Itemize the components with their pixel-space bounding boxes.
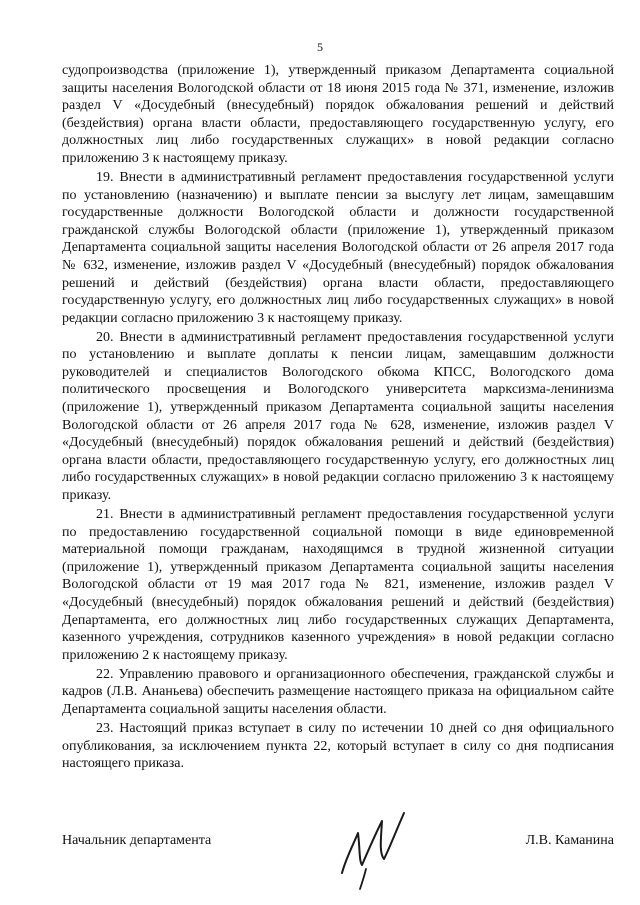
signer-name: Л.В. Каманина <box>525 833 614 848</box>
paragraph-item-21: 21. Внести в административный регламент предоставления государственной услуги по предоставлению государственной социальной помощи в виде единовременной материальной помощи гражданам, находящимся в трудной жизненной ситуации (приложение 1), утвержденный приказом Департамента социальной защиты населения Вологодской области от 19 мая 2017 года № 821, изменение, изложив раздел V «Досудебный (внесудебный) порядок обжалования решений и действий (бездействия) Департамента, его должностных лиц либо государственных служащих Департамента, казенного учреждения, сотрудников казенного учреждения» в новой редакции согласно приложению 2 к настоящему приказу. <box>62 507 614 663</box>
paragraph-item-19: 19. Внести в административный регламент предоставления государственной услуги по установлению (назначению) и выплате пенсии за выслугу лет лицам, замещавшим государственные должности Вологодской области и должности государственной гражданской службы Вологодской области (приложение 1), утвержденный приказом Департамента социальной защиты населения Вологодской области от 26 апреля 2017 года № 632, изменение, изложив раздел V «Досудебный (внесудебный) порядок обжалования решений и действий (бездействия) органа власти области, предоставляющего государственную услугу, его должностных лиц либо государственных служащих» в новой редакции согласно приложению 3 к настоящему приказу. <box>62 169 614 326</box>
paragraph-item-20: 20. Внести в административный регламент предоставления государственной услуги по установлению и выплате доплаты к пенсии лицам, замещавшим должности руководителей и специалистов Вологодского обкома КПСС, Вологодского дома политического просвещения и Вологодского университета марксизма-ленинизма (приложение 1), утвержденный приказом Департамента социальной защиты населения Вологодской области от 26 апреля 2017 года № 628, изменение, изложив раздел V «Досудебный (внесудебный) порядок обжалования решений и действий (бездействия) органа власти области, предоставляющего государственную услугу, его должностных лиц либо государственных служащих» в новой редакции согласно приложению 3 к настоящему приказу. <box>62 329 614 504</box>
paragraph-item-23: 23. Настоящий приказ вступает в силу по истечении 10 дней со дня официального опубликования, за исключением пункта 22, который вступает в силу со дня подписания настоящего приказа. <box>62 720 614 772</box>
paragraph-continuation: судопроизводства (приложение 1), утвержденный приказом Департамента социальной защиты населения Вологодской области от 18 июня 2015 года № 371, изменение, изложив раздел V «Досудебный (внесудебный) порядок обжалования решений и действий (бездействия) органа власти области, предоставляющего государственную услугу, его должностных лиц либо государственных служащих» в новой редакции согласно приложению 3 к настоящему приказу. <box>62 63 614 166</box>
signature-block <box>62 803 614 893</box>
page-number: 5 <box>317 40 323 54</box>
document-body <box>62 62 614 774</box>
signer-position: Начальник департамента <box>62 833 212 848</box>
handwritten-signature <box>332 803 412 891</box>
paragraph-item-22: 22. Управлению правового и организационного обеспечения, гражданской службы и кадров (Л.В. Ананьева) обеспечить размещение настоящего приказа на официальном сайте Департамента социальной защиты населения области. <box>62 666 614 717</box>
